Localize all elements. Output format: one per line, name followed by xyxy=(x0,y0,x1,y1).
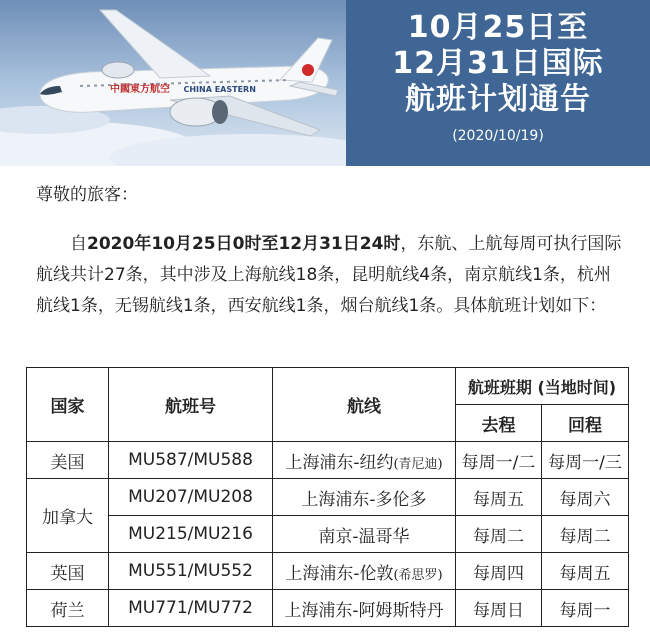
cell-route: 上海浦东-多伦多 xyxy=(273,479,456,516)
notice-text-start: 自 xyxy=(70,234,87,254)
header-schedule: 航班班期 (当地时间) xyxy=(456,368,629,405)
cell-route: 南京-温哥华 xyxy=(273,516,456,553)
table-row xyxy=(27,590,629,627)
airline-logo xyxy=(110,80,256,95)
cell-flight: MU215/MU216 xyxy=(109,516,273,553)
table-row xyxy=(27,553,629,590)
route-text: 上海浦东-伦敦 xyxy=(285,563,394,584)
cell-flight: MU771/MU772 xyxy=(109,590,273,627)
header-banner xyxy=(0,0,650,166)
notice-date-range: 2020年10月25日0时至12月31日24时 xyxy=(87,234,401,254)
cell-outbound: 每周五 xyxy=(456,479,542,516)
cell-country: 荷兰 xyxy=(27,590,109,627)
cell-country: 英国 xyxy=(27,553,109,590)
cell-return: 每周一/三 xyxy=(542,442,629,479)
table-row xyxy=(27,516,629,553)
table-row xyxy=(27,442,629,479)
header-route: 航线 xyxy=(273,368,456,442)
cell-country: 加拿大 xyxy=(27,479,109,553)
header-return: 回程 xyxy=(542,405,629,442)
airport-note: (青尼迪) xyxy=(393,456,443,472)
cell-outbound: 每周二 xyxy=(456,516,542,553)
cell-flight: MU551/MU552 xyxy=(109,553,273,590)
cell-route xyxy=(273,442,456,479)
cell-return: 每周一 xyxy=(542,590,629,627)
cell-return: 每周二 xyxy=(542,516,629,553)
banner-title xyxy=(346,0,650,166)
notice-text-body: ，东航、上航每周可执行国际航线共计27条，其中涉及上海航线18条，昆明航线4条，南京航线1条，杭州航线1条，无锡航线1条，西安航线1条，烟台航线1条。具体航班计划如下： xyxy=(36,234,622,316)
cell-outbound: 每周日 xyxy=(456,590,542,627)
table-row xyxy=(27,479,629,516)
table-header-row xyxy=(27,368,629,405)
cell-country: 美国 xyxy=(27,442,109,479)
route-text: 上海浦东-纽约 xyxy=(285,452,394,473)
cell-route: 上海浦东-阿姆斯特丹 xyxy=(273,590,456,627)
airline-name-en: CHINA EASTERN xyxy=(183,85,256,94)
announcement-date: (2020/10/19) xyxy=(452,128,544,144)
banner-title-line2: 12月31日国际 xyxy=(392,46,604,81)
cell-outbound: 每周四 xyxy=(456,553,542,590)
cell-flight: MU587/MU588 xyxy=(109,442,273,479)
airport-note: (希思罗) xyxy=(393,567,443,583)
cell-return: 每周五 xyxy=(542,553,629,590)
greeting: 尊敬的旅客： xyxy=(36,185,138,205)
header-country: 国家 xyxy=(27,368,109,442)
cell-return: 每周六 xyxy=(542,479,629,516)
flight-schedule-table xyxy=(26,367,629,627)
airline-name-cn: 中國東方航空 xyxy=(110,84,170,95)
banner-title-line3: 航班计划通告 xyxy=(405,82,591,117)
cell-outbound: 每周一/二 xyxy=(456,442,542,479)
header-outbound: 去程 xyxy=(456,405,542,442)
notice-paragraph xyxy=(36,229,626,322)
banner-title-line1: 10月25日至 xyxy=(407,10,589,45)
cell-route xyxy=(273,553,456,590)
cell-flight: MU207/MU208 xyxy=(109,479,273,516)
header-flight-number: 航班号 xyxy=(109,368,273,442)
